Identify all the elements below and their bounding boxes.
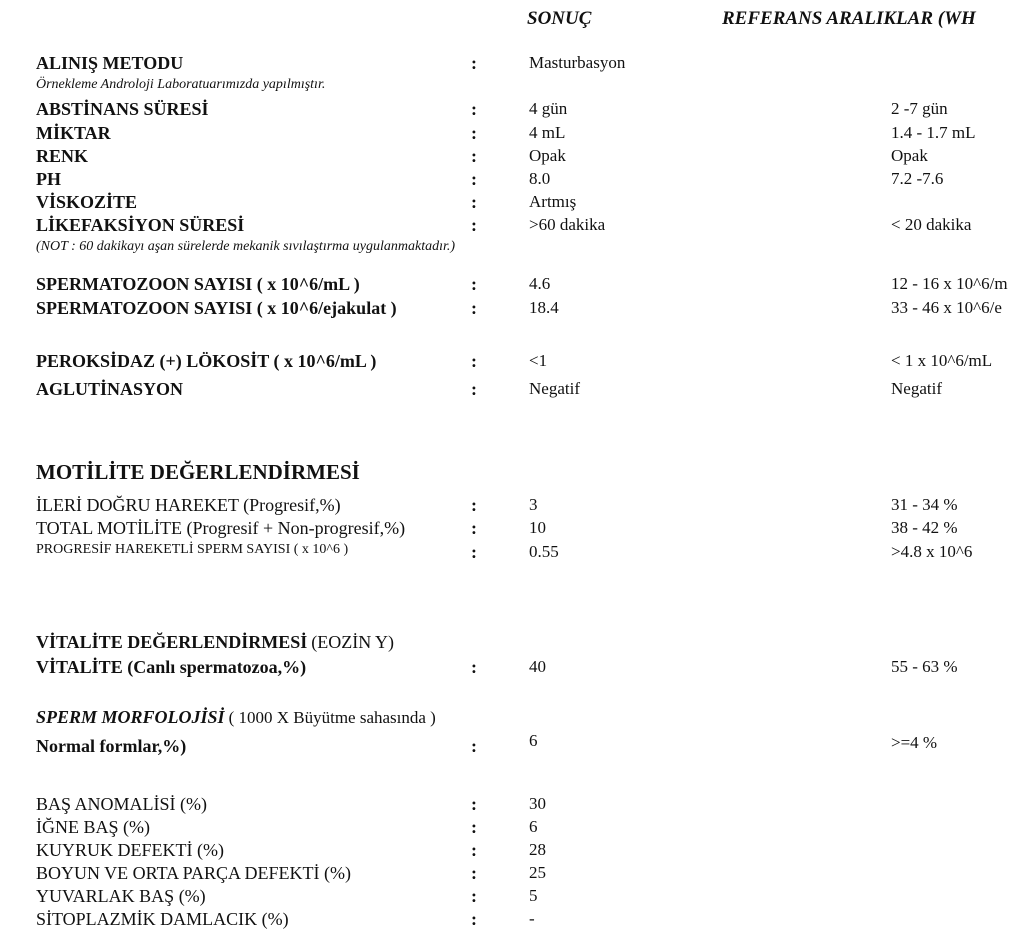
liquefaction-note: (NOT : 60 dakikayı aşan sürelerde mekanik sıvılaştırma uygulanmaktadır.) bbox=[36, 239, 456, 254]
liquefaction-result: >60 dakika bbox=[529, 215, 606, 234]
motility-section-title: MOTİLİTE DEĞERLENDİRMESİ bbox=[36, 460, 360, 484]
vitality-reference: 55 - 63 % bbox=[891, 657, 958, 676]
colon: : bbox=[471, 736, 477, 756]
colon: : bbox=[471, 351, 477, 371]
pin-head-result: 6 bbox=[529, 817, 538, 836]
agglutination-result: Negatif bbox=[529, 379, 580, 398]
colon: : bbox=[471, 192, 477, 212]
sperm-count-per-ejaculate-label: SPERMATOZOON SAYISI ( x 10^6/ejakulat ) bbox=[36, 298, 397, 318]
ph-reference: 7.2 -7.6 bbox=[891, 169, 944, 188]
sperm-count-per-ml-result: 4.6 bbox=[529, 274, 551, 293]
vitality-method: (EOZİN Y) bbox=[311, 632, 395, 652]
sampling-note: Örnekleme Androloji Laboratuarımızda yapılmıştır. bbox=[36, 77, 326, 92]
vitality-section-title: VİTALİTE DEĞERLENDİRMESİ bbox=[36, 632, 308, 652]
color-label: RENK bbox=[36, 146, 89, 166]
vitality-section-title-line bbox=[36, 633, 394, 652]
colon: : bbox=[471, 169, 477, 189]
result-column-header: SONUÇ bbox=[527, 8, 592, 29]
colon: : bbox=[471, 495, 477, 515]
volume-reference: 1.4 - 1.7 mL bbox=[891, 123, 976, 142]
agglutination-reference: Negatif bbox=[891, 379, 942, 398]
viscosity-result: Artmış bbox=[529, 192, 577, 211]
volume-result: 4 mL bbox=[529, 123, 566, 142]
progressive-sperm-count-label: PROGRESİF HAREKETLİ SPERM SAYISI ( x 10^6 ) bbox=[36, 542, 349, 557]
peroxidase-leukocyte-label: PEROKSİDAZ (+) LÖKOSİT ( x 10^6/mL ) bbox=[36, 351, 377, 371]
pin-head-label: İĞNE BAŞ (%) bbox=[36, 817, 150, 837]
total-motility-label: TOTAL MOTİLİTE (Progresif + Non-progresif,%) bbox=[36, 518, 406, 538]
tail-defect-result: 28 bbox=[529, 840, 546, 859]
tail-defect-label: KUYRUK DEFEKTİ (%) bbox=[36, 840, 224, 860]
progressive-motility-reference: 31 - 34 % bbox=[891, 495, 958, 514]
colon: : bbox=[471, 518, 477, 538]
head-anomaly-label: BAŞ ANOMALİSİ (%) bbox=[36, 794, 207, 814]
head-anomaly-result: 30 bbox=[529, 794, 546, 813]
sperm-count-per-ejaculate-reference: 33 - 46 x 10^6/e bbox=[891, 298, 1002, 317]
colon: : bbox=[471, 53, 477, 73]
progressive-sperm-count-result: 0.55 bbox=[529, 542, 559, 561]
liquefaction-reference: < 20 dakika bbox=[891, 215, 972, 234]
peroxidase-leukocyte-result: <1 bbox=[529, 351, 548, 370]
colon: : bbox=[471, 886, 477, 906]
colon: : bbox=[471, 542, 477, 562]
colon: : bbox=[471, 909, 477, 929]
progressive-motility-label: İLERİ DOĞRU HAREKET (Progresif,%) bbox=[36, 495, 341, 515]
colon: : bbox=[471, 99, 477, 119]
neck-midpiece-defect-label: BOYUN VE ORTA PARÇA DEFEKTİ (%) bbox=[36, 863, 351, 883]
normal-forms-label: Normal formlar,%) bbox=[36, 736, 187, 756]
peroxidase-leukocyte-reference: < 1 x 10^6/mL bbox=[891, 351, 993, 370]
sampling-method-label: ALINIŞ METODU bbox=[36, 53, 184, 73]
total-motility-result: 10 bbox=[529, 518, 546, 537]
agglutination-label: AGLUTİNASYON bbox=[36, 379, 184, 399]
morphology-title: SPERM MORFOLOJİSİ bbox=[36, 707, 225, 727]
colon: : bbox=[471, 215, 477, 235]
color-reference: Opak bbox=[891, 146, 928, 165]
colon: : bbox=[471, 794, 477, 814]
colon: : bbox=[471, 146, 477, 166]
viscosity-label: VİSKOZİTE bbox=[36, 192, 138, 212]
round-head-result: 5 bbox=[529, 886, 538, 905]
abstinence-reference: 2 -7 gün bbox=[891, 99, 948, 118]
colon: : bbox=[471, 840, 477, 860]
normal-forms-reference: >=4 % bbox=[891, 733, 938, 752]
sperm-count-per-ml-label: SPERMATOZOON SAYISI ( x 10^6/mL ) bbox=[36, 274, 360, 294]
colon: : bbox=[471, 274, 477, 294]
liquefaction-label: LİKEFAKSİYON SÜRESİ bbox=[36, 215, 245, 235]
vitality-result: 40 bbox=[529, 657, 546, 676]
colon: : bbox=[471, 817, 477, 837]
volume-label: MİKTAR bbox=[36, 123, 111, 143]
normal-forms-result: 6 bbox=[529, 731, 538, 750]
colon: : bbox=[471, 379, 477, 399]
round-head-label: YUVARLAK BAŞ (%) bbox=[36, 886, 206, 906]
reference-column-header: REFERANS ARALIKLAR (WH bbox=[722, 8, 976, 29]
cytoplasmic-droplet-label: SİTOPLAZMİK DAMLACIK (%) bbox=[36, 909, 289, 929]
colon: : bbox=[471, 298, 477, 318]
colon: : bbox=[471, 123, 477, 143]
color-result: Opak bbox=[529, 146, 566, 165]
sperm-count-per-ejaculate-result: 18.4 bbox=[529, 298, 559, 317]
abstinence-result: 4 gün bbox=[529, 99, 568, 118]
morphology-magnification: ( 1000 X Büyütme sahasında ) bbox=[228, 708, 436, 727]
progressive-sperm-count-reference: >4.8 x 10^6 bbox=[891, 542, 973, 561]
neck-midpiece-defect-result: 25 bbox=[529, 863, 546, 882]
colon: : bbox=[471, 657, 477, 677]
progressive-motility-result: 3 bbox=[529, 495, 538, 514]
morphology-title-line bbox=[36, 708, 436, 727]
ph-label: PH bbox=[36, 169, 61, 189]
colon: : bbox=[471, 863, 477, 883]
cytoplasmic-droplet-result: - bbox=[529, 909, 535, 928]
abstinence-label: ABSTİNANS SÜRESİ bbox=[36, 99, 209, 119]
vitality-label: VİTALİTE (Canlı spermatozoa,%) bbox=[36, 657, 307, 677]
sperm-count-per-ml-reference: 12 - 16 x 10^6/m bbox=[891, 274, 1008, 293]
ph-result: 8.0 bbox=[529, 169, 551, 188]
total-motility-reference: 38 - 42 % bbox=[891, 518, 958, 537]
sampling-method-result: Masturbasyon bbox=[529, 53, 626, 72]
